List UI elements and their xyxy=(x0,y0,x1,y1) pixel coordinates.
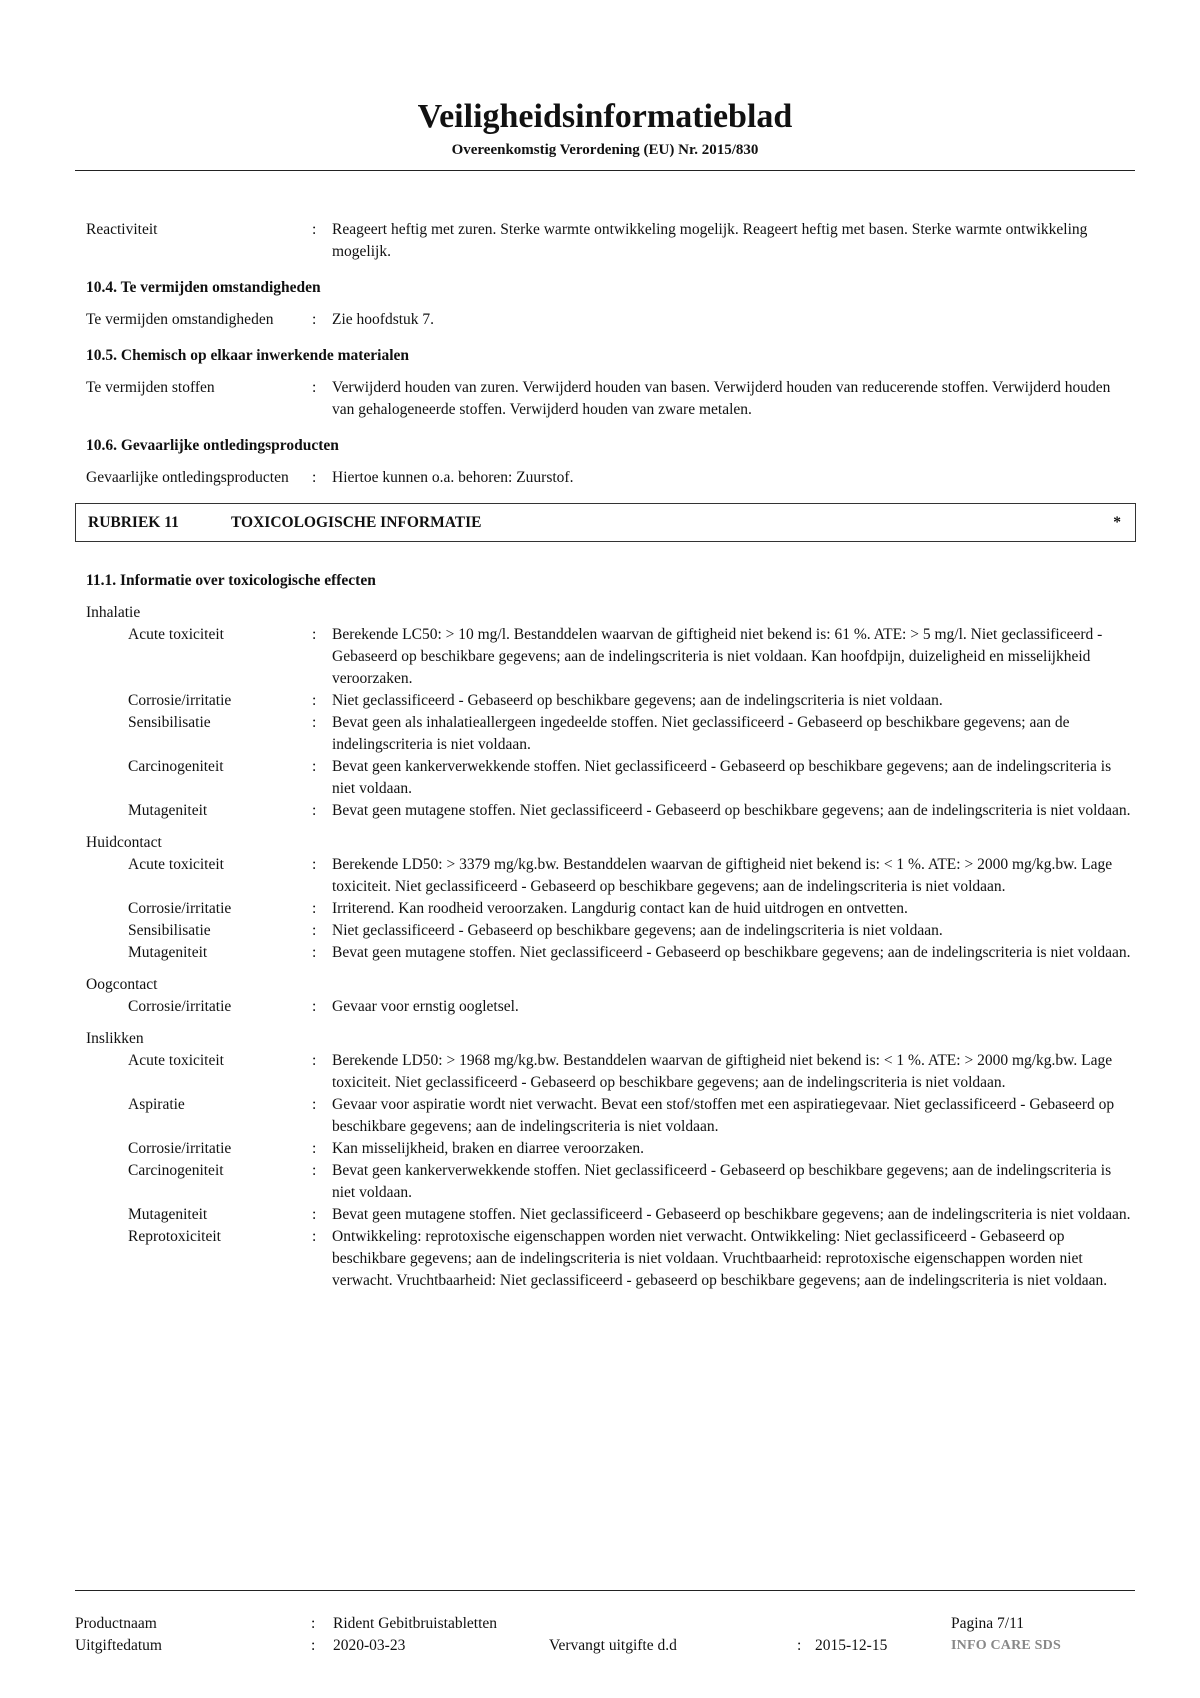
product-label: Productnaam xyxy=(75,1615,157,1632)
group-inslikken xyxy=(86,1028,1134,1292)
brand-label: INFO CARE SDS xyxy=(951,1638,1061,1653)
header-divider xyxy=(75,170,1135,171)
section-heading-10-4: 10.4. Te vermijden omstandigheden xyxy=(86,279,321,296)
tox-row: Corrosie/irritatie : Gevaar voor ernstig oogletsel. xyxy=(128,998,519,1015)
document-body xyxy=(86,219,1134,1292)
replaces-label: Vervangt uitgifte d.d xyxy=(549,1637,677,1654)
group-title: Huidcontact xyxy=(86,834,162,851)
tox-row: Mutageniteit : Bevat geen mutagene stoffen. Niet geclassificeerd - Gebaseerd op beschikbare gegevens; aan de indelingscriteria is niet voldaan. xyxy=(128,944,1131,961)
tox-row: Sensibilisatie : Bevat geen als inhalatieallergeen ingedeelde stoffen. Niet geclassificeerd - Gebaseerd op beschikbare gegevens; aan de indelingscriteria is niet voldaan. xyxy=(128,714,1070,753)
field-label: Reactiviteit xyxy=(86,221,158,238)
rubriek-header xyxy=(75,503,1136,542)
section-heading-10-6: 10.6. Gevaarlijke ontledingsproducten xyxy=(86,437,339,454)
group-inhalatie xyxy=(86,602,1134,822)
tox-row: Mutageniteit : Bevat geen mutagene stoffen. Niet geclassificeerd - Gebaseerd op beschikbare gegevens; aan de indelingscriteria is niet voldaan. xyxy=(128,802,1131,819)
tox-row: Aspiratie : Gevaar voor aspiratie wordt niet verwacht. Bevat een stof/stoffen met een aspiratiegevaar. Niet geclassificeerd - Gebaseerd op beschikbare gegevens; aan de indelingscriteria is niet voldaan. xyxy=(128,1096,1115,1135)
field-label: Te vermijden stoffen xyxy=(86,379,215,396)
issue-date-label: Uitgiftedatum xyxy=(75,1637,162,1654)
document-header xyxy=(75,96,1135,160)
footer-divider xyxy=(75,1590,1135,1591)
tox-row: Corrosie/irritatie : Niet geclassificeerd - Gebaseerd op beschikbare gegevens; aan de indelingscriteria is niet voldaan. xyxy=(128,692,943,709)
tox-row: Acute toxiciteit : Berekende LD50: > 1968 mg/kg.bw. Bestanddelen waarvan de giftigheid niet bekend is: < 1 %. ATE: > 2000 mg/kg.bw. Lage toxiciteit. Niet geclassificeerd - Gebaseerd op beschikbare gegevens; aan de indelingscriteria is niet voldaan. xyxy=(128,1052,1113,1091)
revision-marker: * xyxy=(1113,513,1121,531)
conditions-row: Te vermijden omstandigheden : Zie hoofdstuk 7. xyxy=(86,309,1134,331)
materials-row: Te vermijden stoffen : Verwijderd houden van zuren. Verwijderd houden van basen. Verwijderd houden van reducerende stoffen. Verwijderd houden van gehalogeneerde stoffen. Verwijderd houden van zware metalen. xyxy=(86,377,1134,421)
tox-row: Reprotoxiciteit : Ontwikkeling: reprotoxische eigenschappen worden niet verwacht. Ontwikkeling: Niet geclassificeerd - Gebaseerd op beschikbare gegevens; aan de indelingscriteria is niet voldaan. Vruchtbaarheid: reprotoxische eigenschappen worden niet verwacht. Vruchtbaarheid: Niet geclassificeerd - gebaseerd op beschikbare gegevens; aan de indelingscriteria is niet voldaan. xyxy=(128,1228,1108,1289)
field-value: Reageert heftig met zuren. Sterke warmte ontwikkeling mogelijk. Reageert heftig met basen. Sterke warmte ontwikkeling mogelijk. xyxy=(332,221,1088,260)
field-value: Hiertoe kunnen o.a. behoren: Zuurstof. xyxy=(332,469,574,486)
group-huidcontact xyxy=(86,832,1134,964)
document-subtitle: Overeenkomstig Verordening (EU) Nr. 2015/830 xyxy=(451,142,759,158)
section-heading-10-5: 10.5. Chemisch op elkaar inwerkende materialen xyxy=(86,347,410,364)
tox-row: Corrosie/irritatie : Kan misselijkheid, braken en diarree veroorzaken. xyxy=(128,1140,645,1157)
page-number: Pagina 7/11 xyxy=(951,1615,1025,1632)
tox-row: Sensibilisatie : Niet geclassificeerd - Gebaseerd op beschikbare gegevens; aan de indelingscriteria is niet voldaan. xyxy=(128,922,943,939)
field-value: Verwijderd houden van zuren. Verwijderd houden van basen. Verwijderd houden van reducerende stoffen. Verwijderd houden van gehalogeneerde stoffen. Verwijderd houden van zware metalen. xyxy=(332,379,1111,418)
tox-row: Acute toxiciteit : Berekende LC50: > 10 mg/l. Bestanddelen waarvan de giftigheid niet bekend is: 61 %. ATE: > 5 mg/l. Niet geclassificeerd - Gebaseerd op beschikbare gegevens; aan de indelingscriteria is niet voldaan. Kan hoofdpijn, duizeligheid en misselijkheid veroorzaken. xyxy=(128,626,1103,687)
document-footer: Productnaam : Rident Gebitbruistabletten Pagina 7/11 Uitgiftedatum : 2020-03-23 Vervangt uitgifte d.d : 2015-12-15 INFO CARE SDS xyxy=(75,1613,1135,1657)
rubriek-title: TOXICOLOGISCHE INFORMATIE xyxy=(231,513,482,531)
reactivity-row: Reactiviteit : Reageert heftig met zuren. Sterke warmte ontwikkeling mogelijk. Reageert heftig met basen. Sterke warmte ontwikkeling mogelijk. xyxy=(86,219,1134,263)
group-title: Oogcontact xyxy=(86,976,158,993)
replaces-date: 2015-12-15 xyxy=(815,1637,888,1654)
tox-row: Carcinogeniteit : Bevat geen kankerverwekkende stoffen. Niet geclassificeerd - Gebaseerd op beschikbare gegevens; aan de indelingscriteria is niet voldaan. xyxy=(128,1162,1112,1201)
document-title: Veiligheidsinformatieblad xyxy=(417,98,793,135)
group-oogcontact xyxy=(86,974,1134,1018)
issue-date: 2020-03-23 xyxy=(333,1637,406,1654)
rubriek-number: RUBRIEK 11 xyxy=(88,513,179,531)
tox-row: Acute toxiciteit : Berekende LD50: > 3379 mg/kg.bw. Bestanddelen waarvan de giftigheid niet bekend is: < 1 %. ATE: > 2000 mg/kg.bw. Lage toxiciteit. Niet geclassificeerd - Gebaseerd op beschikbare gegevens; aan de indelingscriteria is niet voldaan. xyxy=(128,856,1113,895)
section-heading-11-1: 11.1. Informatie over toxicologische effecten xyxy=(86,572,376,589)
product-name: Rident Gebitbruistabletten xyxy=(333,1615,498,1632)
field-value: Zie hoofdstuk 7. xyxy=(332,311,435,328)
decomposition-row: Gevaarlijke ontledingsproducten : Hiertoe kunnen o.a. behoren: Zuurstof. xyxy=(86,467,1134,489)
field-label: Te vermijden omstandigheden xyxy=(86,311,274,328)
field-label: Gevaarlijke ontledingsproducten xyxy=(86,469,289,486)
tox-row: Corrosie/irritatie : Irriterend. Kan roodheid veroorzaken. Langdurig contact kan de huid uitdrogen en ontvetten. xyxy=(128,900,908,917)
tox-row: Mutageniteit : Bevat geen mutagene stoffen. Niet geclassificeerd - Gebaseerd op beschikbare gegevens; aan de indelingscriteria is niet voldaan. xyxy=(128,1206,1131,1223)
group-title: Inhalatie xyxy=(86,604,141,621)
group-title: Inslikken xyxy=(86,1030,144,1047)
tox-row: Carcinogeniteit : Bevat geen kankerverwekkende stoffen. Niet geclassificeerd - Gebaseerd op beschikbare gegevens; aan de indelingscriteria is niet voldaan. xyxy=(128,758,1112,797)
